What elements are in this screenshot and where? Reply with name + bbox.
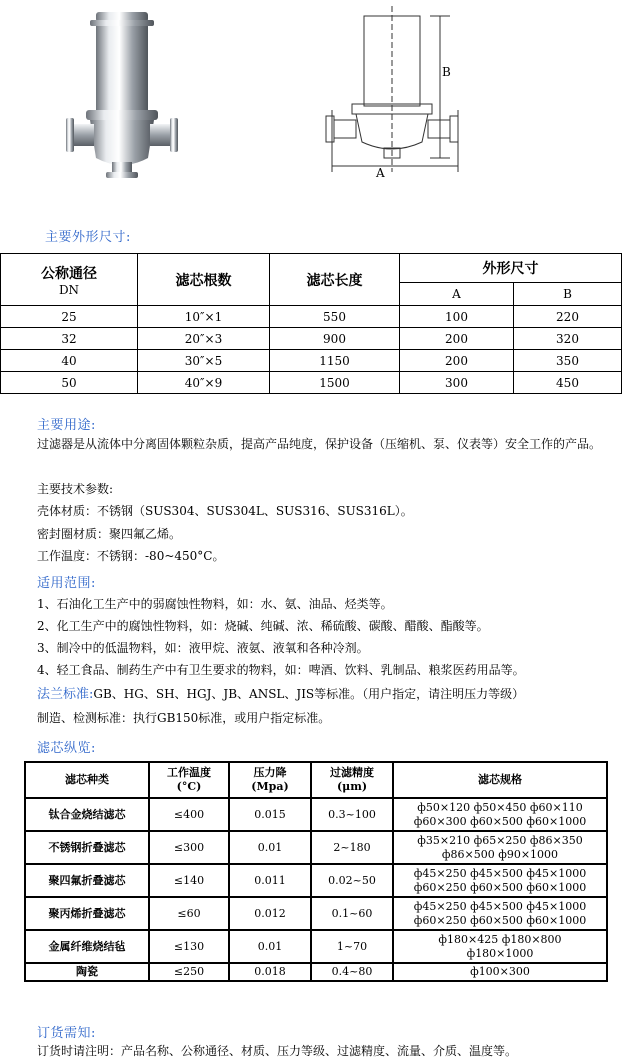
- scope-item-1: 1、石油化工生产中的弱腐蚀性物料，如：水、氨、油品、烃类等。: [37, 597, 393, 611]
- header-a: A: [400, 283, 514, 306]
- order-title: 订货需知:: [37, 1026, 96, 1041]
- shell-material: 壳体材质：不锈钢（SUS304、SUS304L、SUS316、SUS316L）。: [37, 504, 413, 518]
- filter-housing-photo: [66, 12, 178, 178]
- header-temp: 工作温度 (°C): [149, 762, 229, 798]
- header-count: 滤芯根数: [138, 254, 270, 306]
- working-temperature: 工作温度：不锈钢：-80~450°C。: [37, 549, 225, 563]
- usage-title: 主要用途:: [37, 418, 96, 433]
- header-type: 滤芯种类: [25, 762, 149, 798]
- filter-elements-table: [24, 761, 608, 982]
- scope-title: 适用范围:: [37, 576, 96, 591]
- dimensions-title: 主要外形尺寸:: [45, 230, 131, 245]
- scope-item-3: 3、制冷中的低温物料，如：液甲烷、液氨、液氧和各种冷剂。: [37, 641, 369, 655]
- header-spec: 滤芯规格: [393, 762, 607, 798]
- header-b: B: [514, 283, 622, 306]
- header-drop: 压力降 (Mpa): [229, 762, 311, 798]
- tech-params-heading: 主要技术参数:: [37, 482, 114, 496]
- table-row: 32 20″×3 900 200 320: [1, 328, 622, 350]
- flange-line: [37, 686, 524, 703]
- table-row: 50 40″×9 1500 300 450: [1, 372, 622, 394]
- product-figures: [0, 0, 624, 210]
- dimensions-table: [0, 253, 622, 394]
- table-row: 25 10″×1 550 100 220: [1, 306, 622, 328]
- table-row: 金属纤维烧结毡 ≤130 0.01 1~70 ф180×425 ф180×800 ф180×1000: [25, 930, 607, 963]
- filters-title: 滤芯纵览:: [37, 741, 96, 756]
- table-row: 不锈钢折叠滤芯 ≤300 0.01 2~180 ф35×210 ф65×250 ф86×350 ф86×500 ф90×1000: [25, 831, 607, 864]
- product-photo-and-drawing: [0, 0, 624, 210]
- header-dn: 公称通径 DN: [1, 254, 138, 306]
- order-text: 订货时请注明：产品名称、公称通径、材质、压力等级、过滤精度、流量、介质、温度等。: [37, 1044, 518, 1058]
- table-row: 聚四氟折叠滤芯 ≤140 0.011 0.02~50 ф45×250 ф45×500 ф45×1000 ф60×250 ф60×500 ф60×1000: [25, 864, 607, 897]
- usage-paragraph: 过滤器是从流体中分离固体颗粒杂质，提高产品纯度，保护设备（压缩机、泵、仪表等）安全工作的产品。: [37, 437, 602, 451]
- scope-item-4: 4、轻工食品、制药生产中有卫生要求的物料，如：啤酒、饮料、乳制品、粮浆医药用品等。: [37, 663, 525, 677]
- table-row: 陶瓷 ≤250 0.018 0.4~80 ф100×300: [25, 963, 607, 981]
- scope-item-2: 2、化工生产中的腐蚀性物料，如：烧碱、纯碱、浓、稀硫酸、碳酸、醋酸、酯酸等。: [37, 619, 489, 633]
- filter-outline-drawing: [326, 6, 458, 172]
- flange-text: GB、HG、SH、HGJ、JB、ANSL、JIS等标准。（用户指定，请注明压力等级）: [93, 687, 525, 701]
- label-a: A: [376, 166, 385, 180]
- header-outer: 外形尺寸: [400, 254, 622, 283]
- table-row: 聚丙烯折叠滤芯 ≤60 0.012 0.1~60 ф45×250 ф45×500 ф45×1000 ф60×250 ф60×500 ф60×1000: [25, 897, 607, 930]
- label-b: B: [442, 65, 451, 79]
- manufacturing-standard: 制造、检测标准：执行GB150标准，或用户指定标准。: [37, 711, 331, 725]
- header-precision: 过滤精度 (μm): [311, 762, 393, 798]
- table-row: 40 30″×5 1150 200 350: [1, 350, 622, 372]
- flange-title: 法兰标准:: [37, 687, 94, 702]
- table-row: 钛合金烧结滤芯 ≤400 0.015 0.3~100 ф50×120 ф50×450 ф60×110 ф60×300 ф60×500 ф60×1000: [25, 798, 607, 831]
- seal-material: 密封圈材质：聚四氟乙烯。: [37, 527, 182, 541]
- header-length: 滤芯长度: [270, 254, 400, 306]
